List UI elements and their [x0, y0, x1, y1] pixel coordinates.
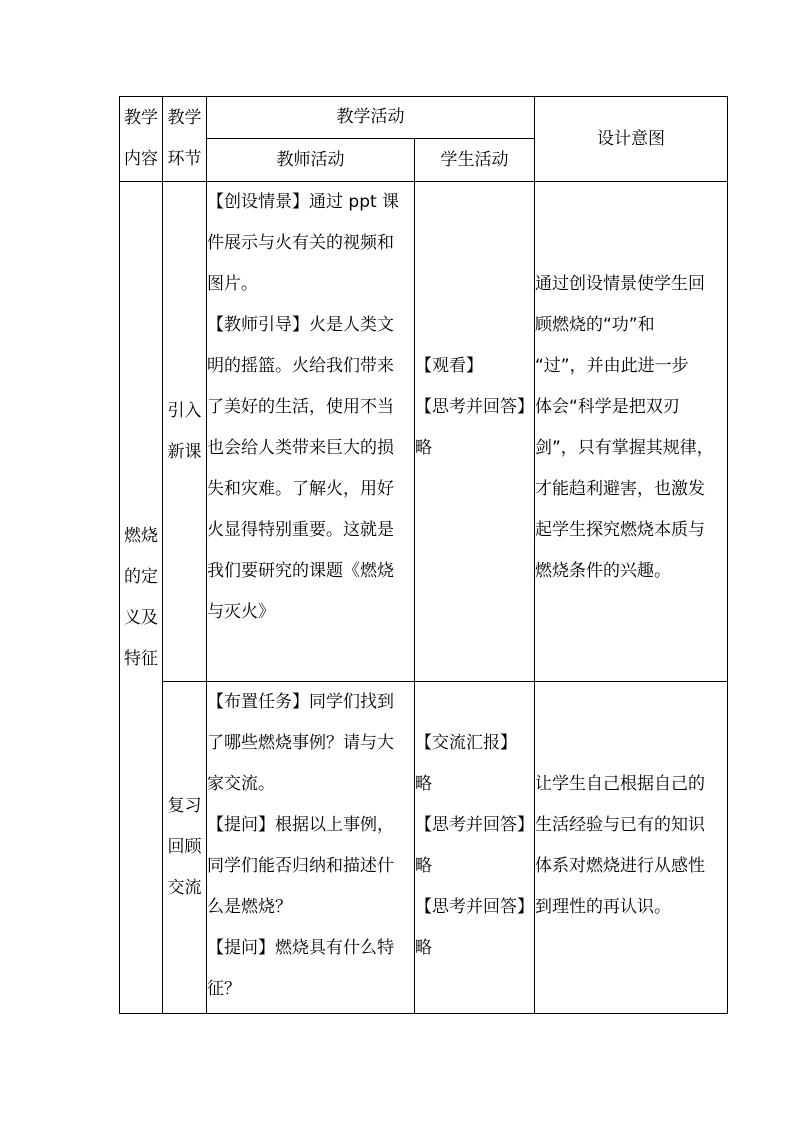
- teacher-line: 失和灾难。了解火，用好: [207, 479, 394, 499]
- student-line: 【思考并回答】: [415, 815, 534, 835]
- stage-line: 交流: [167, 878, 202, 898]
- teacher-line: 【提问】根据以上事例，: [207, 815, 394, 835]
- content-line: 燃烧: [124, 525, 158, 546]
- teacher-cell-review: [207, 682, 415, 1014]
- content-line: 的定: [124, 566, 158, 587]
- teacher-line: 与灭火》: [207, 602, 275, 622]
- design-line: 体系对燃烧进行从感性: [535, 856, 705, 876]
- header-content-line: 教学: [124, 108, 158, 128]
- student-line: 【交流汇报】: [415, 733, 517, 753]
- design-line: 到理性的再认识。: [535, 897, 671, 917]
- student-cell-review: [415, 682, 535, 1014]
- teacher-line: 件展示与火有关的视频和: [207, 233, 394, 253]
- student-line: 【观看】: [415, 356, 483, 376]
- teacher-line: 征？: [207, 979, 241, 999]
- header-activities: 教学活动: [207, 97, 535, 139]
- stage-line: 回顾: [167, 837, 202, 857]
- teacher-line: 我们要研究的课题《燃烧: [207, 561, 394, 581]
- design-line: 燃烧条件的兴趣。: [535, 561, 671, 581]
- design-line: 起学生探究燃烧本质与: [535, 520, 705, 540]
- design-line: 顾燃烧的“功”和: [535, 315, 655, 335]
- design-line: 才能趋利避害，也激发: [535, 479, 705, 499]
- header-stage-line: 环节: [167, 149, 202, 169]
- header-teacher: 教师活动: [207, 139, 415, 182]
- header-stage-line: 教学: [167, 108, 202, 128]
- content-line: 特征: [124, 648, 158, 669]
- header-content: [120, 97, 163, 182]
- teacher-line: 了美好的生活，使用不当: [207, 397, 394, 417]
- teacher-line: 火显得特别重要。这就是: [207, 520, 394, 540]
- stage-line: 引入: [167, 400, 202, 421]
- design-line: “过”，并由此进一步: [535, 356, 689, 376]
- teacher-line: 也会给人类带来巨大的损: [207, 438, 394, 458]
- student-cell-intro: [415, 182, 535, 682]
- teacher-line: 同学们能否归纳和描述什: [207, 856, 394, 876]
- header-design: 设计意图: [535, 97, 728, 182]
- teacher-line: 了哪些燃烧事例？请与大: [207, 733, 394, 753]
- design-line: 剑”，只有掌握其规律，: [535, 438, 714, 458]
- teacher-line: 么是燃烧？: [207, 897, 292, 917]
- teacher-line: 【创设情景】通过 ppt 课: [207, 192, 400, 212]
- content-line: 义及: [124, 607, 158, 628]
- student-line: 【思考并回答】: [415, 897, 534, 917]
- design-line: 让学生自己根据自己的: [535, 774, 705, 794]
- teacher-line: 【提问】燃烧具有什么特: [207, 938, 394, 958]
- teacher-line: 图片。: [207, 274, 258, 294]
- teacher-line: 明的摇篮。火给我们带来: [207, 356, 394, 376]
- teacher-cell-intro: [207, 182, 415, 682]
- teacher-line: 家交流。: [207, 774, 275, 794]
- stage-line: 新课: [167, 441, 202, 462]
- content-cell: [120, 182, 163, 1014]
- stage-cell-intro: [163, 182, 207, 682]
- design-line: 生活经验与已有的知识: [535, 815, 705, 835]
- teacher-line: 【布置任务】同学们找到: [207, 692, 394, 712]
- stage-cell-review: [163, 682, 207, 1014]
- student-line: 略: [415, 938, 432, 958]
- student-line: 略: [415, 774, 432, 794]
- stage-line: 复习: [167, 796, 202, 816]
- teacher-line: 【教师引导】火是人类文: [207, 315, 394, 335]
- student-line: 【思考并回答】: [415, 397, 534, 417]
- student-line: 略: [415, 438, 432, 458]
- design-cell-review: [535, 682, 728, 1014]
- design-line: 通过创设情景使学生回: [535, 274, 705, 294]
- student-line: 略: [415, 856, 432, 876]
- design-cell-intro: [535, 182, 728, 682]
- header-stage: [163, 97, 207, 182]
- header-student: 学生活动: [415, 139, 535, 182]
- design-line: 体会“科学是把双刃: [535, 397, 680, 417]
- header-content-line: 内容: [124, 149, 158, 169]
- lesson-plan-table: [119, 96, 728, 1014]
